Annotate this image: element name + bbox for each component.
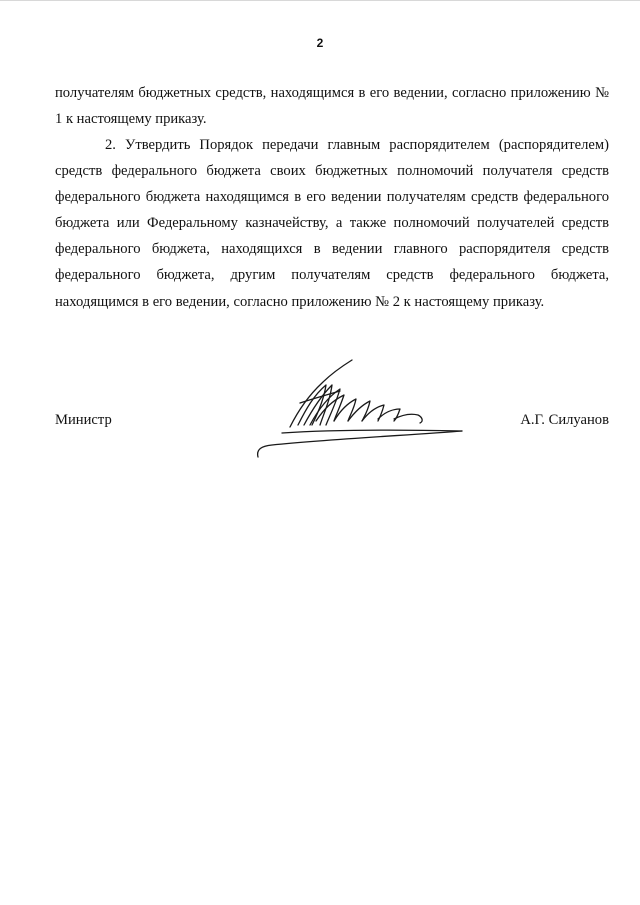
paragraph-2: 2. Утвердить Порядок передачи главным распорядителем (распорядителем) средств федерального бюджета своих бюджетных полномочий получателя средств федерального бюджета находящимся в его ведении получателям средств федерального бюджета или Федеральному казначейству, а также полномочий получателей средств федерального бюджета, находящихся в ведении главного распорядителя средств федерального бюджета, другим получателям средств федерального бюджета, находящимся в его ведении, согласно приложению № 2 к настоящему приказу.	[55, 137, 609, 310]
page-number: 2	[316, 36, 324, 50]
signatory-title: Министр	[55, 412, 112, 428]
signatory-name: А.Г. Силуанов	[520, 412, 609, 428]
page-top-edge	[0, 0, 640, 1]
signature-block	[55, 412, 609, 434]
handwritten-signature	[252, 355, 467, 465]
paragraph-1: получателям бюджетных средств, находящимся в его ведении, согласно приложению № 1 к настоящему приказу.	[55, 85, 609, 128]
